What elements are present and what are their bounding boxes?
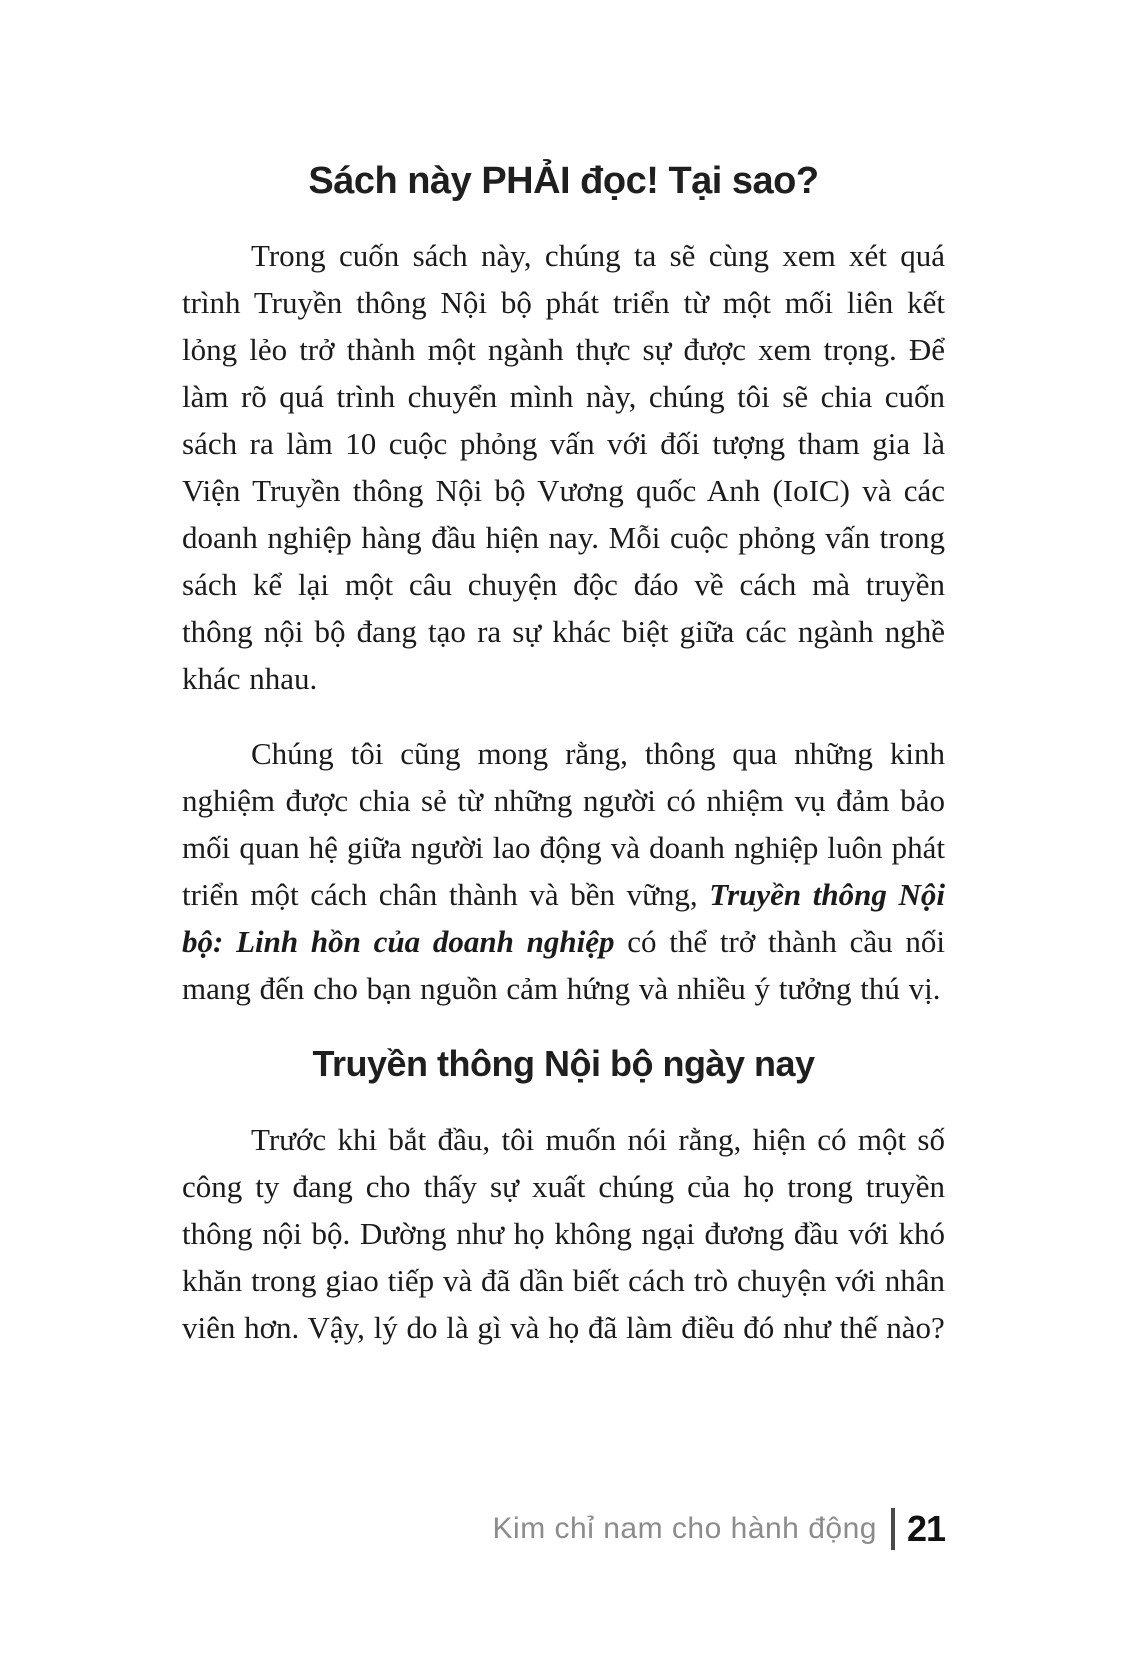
- section-heading-why-read: Sách này PHẢI đọc! Tại sao?: [308, 160, 819, 202]
- running-title: Kim chỉ nam cho hành động: [492, 1512, 877, 1545]
- paragraph-book-overview: Trong cuốn sách này, chúng ta sẽ cùng xem xét quá trình Truyền thông Nội bộ phát triển từ một mối liên kết lỏng lẻo trở thành một ngành thực sự được xem trọng. Để làm rõ quá trình chuyển mình này, chúng tôi sẽ chia cuốn sách ra làm 10 cuộc phỏng vấn với đối tượng tham gia là Viện Truyền thông Nội bộ Vương quốc Anh (IoIC) và các doanh nghiệp hàng đầu hiện nay. Mỗi cuộc phỏng vấn trong sách kể lại một câu chuyện độc đáo về cách mà truyền thông nội bộ đang tạo ra sự khác biệt giữa các ngành nghề khác nhau.: [182, 238, 945, 696]
- paragraph-ic-today-intro: Trước khi bắt đầu, tôi muốn nói rằng, hiện có một số công ty đang cho thấy sự xuất chúng của họ trong truyền thông nội bộ. Dường như họ không ngại đương đầu với khó khăn trong giao tiếp và đã dần biết cách trò chuyện với nhân viên hơn. Vậy, lý do là gì và họ đã làm điều đó như thế nào?: [182, 1122, 945, 1345]
- page-footer: [493, 1508, 945, 1550]
- page-number: 21: [906, 1508, 945, 1549]
- paragraph-author-hope-lead: Chúng tôi cũng mong rằng, thông qua những kinh nghiệm được chia sẻ từ những người có nhiệm vụ đảm bảo mối quan hệ giữa người lao động và doanh nghiệp luôn phát triển một cách chân thành và bền vững,: [182, 736, 945, 912]
- section-heading-ic-today: Truyền thông Nội bộ ngày nay: [312, 1043, 815, 1084]
- paragraph-author-hope: [182, 730, 945, 1012]
- book-title-emphasis: Truyền thông Nội bộ: Linh hồn của doanh nghiệp: [182, 877, 945, 959]
- footer-separator: [891, 1508, 895, 1550]
- paragraph-author-hope-tail: có thể trở thành cầu nối mang đến cho bạn nguồn cảm hứng và nhiều ý tưởng thú vị.: [182, 924, 946, 1006]
